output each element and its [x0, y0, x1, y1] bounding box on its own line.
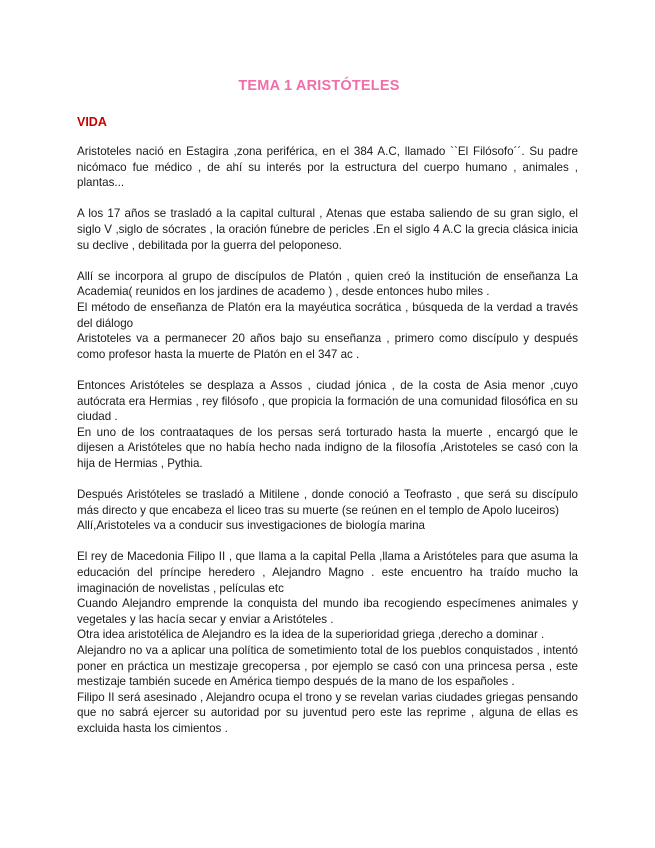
text-line: A los 17 años se trasladó a la capital cultural , Atenas que estaba saliendo de su gran siglo, el siglo V ,siglo de sócrates , la oración fúnebre de pericles .En el siglo 4 A.C la grecia clásica inicia su declive , debilitada por la guerra del peloponeso.	[77, 207, 578, 252]
text-line: Entonces Aristóteles se desplaza a Assos , ciudad jónica , de la costa de Asia menor ,cuyo autócrata era Hermias , rey filósofo , que propicia la formación de una comunidad filosófica en su ciudad .	[77, 378, 578, 424]
paragraph	[77, 269, 578, 363]
text-line: Otra idea aristotélica de Alejandro es la idea de la superioridad griega ,derecho a dominar .	[77, 628, 545, 642]
text-line: El rey de Macedonia Filipo II , que llama a la capital Pella ,llama a Aristóteles para que asuma la educación del príncipe heredero , Alejandro Magno . este encuentro ha traído mucho la imaginación de novelistas , películas etc	[77, 550, 578, 595]
text-line: Cuando Alejandro emprende la conquista del mundo iba recogiendo especímenes animales y vegetales y las hacía secar y enviar a Aristóteles .	[77, 597, 578, 626]
text-line: Allí,Aristoteles va a conducir sus investigaciones de biología marina	[77, 519, 425, 533]
text-line: El método de enseñanza de Platón era la mayéutica socrática , búsqueda de la verdad a través del diálogo	[77, 300, 578, 330]
text-line: Después Aristóteles se trasladó a Mitilene , donde conoció a Teofrasto , que será su discípulo más directo y que encabeza el liceo tras su muerte (se reúnen en el templo de Apolo luceiros)	[77, 488, 578, 517]
text-line: Aristoteles va a permanecer 20 años bajo su enseñanza , primero como discípulo y después como profesor hasta la muerte de Platón en el 347 ac .	[77, 332, 578, 361]
paragraph	[77, 144, 578, 191]
page-title: TEMA 1 ARISTÓTELES	[238, 78, 400, 94]
text-line: En uno de los contraataques de los persas será torturado hasta la muerte , encargó que le dijesen a Aristóteles que no había hecho nada indigno de la filosofía ,Aristoteles se casó con la hija de Hermias , Pythia.	[77, 425, 578, 470]
text-line: Allí se incorpora al grupo de discípulos de Platón , quien creó la institución de enseñanza La Academia( reunidos en los jardines de academo ) , desde entonces hubo miles .	[77, 269, 578, 299]
paragraph	[77, 549, 578, 736]
text-line: Alejandro no va a aplicar una política de sometimiento total de los pueblos conquistados , intentó poner en práctica un mestizaje grecopersa , por ejemplo se casó con una princesa persa , este mestizaje también sucede en América tiempo después de la mano de los españoles .	[77, 644, 578, 689]
text-line: Filipo II será asesinado , Alejandro ocupa el trono y se revelan varias ciudades griegas pensando que no sabrá ejercer su autoridad por su juventud pero este las reprime , alguna de ellas es excluida hasta los cimientos .	[77, 690, 578, 735]
paragraph	[77, 206, 578, 253]
document-body	[77, 144, 578, 737]
paragraph	[77, 487, 578, 534]
section-heading-vida: VIDA	[77, 115, 107, 129]
text-line: Aristoteles nació en Estagira ,zona periférica, en el 384 A.C, llamado ``El Filósofo´´. Su padre nicómaco fue médico , de ahí su interés por la estructura del cuerpo humano , animales , plantas...	[77, 145, 578, 190]
paragraph	[77, 378, 578, 472]
